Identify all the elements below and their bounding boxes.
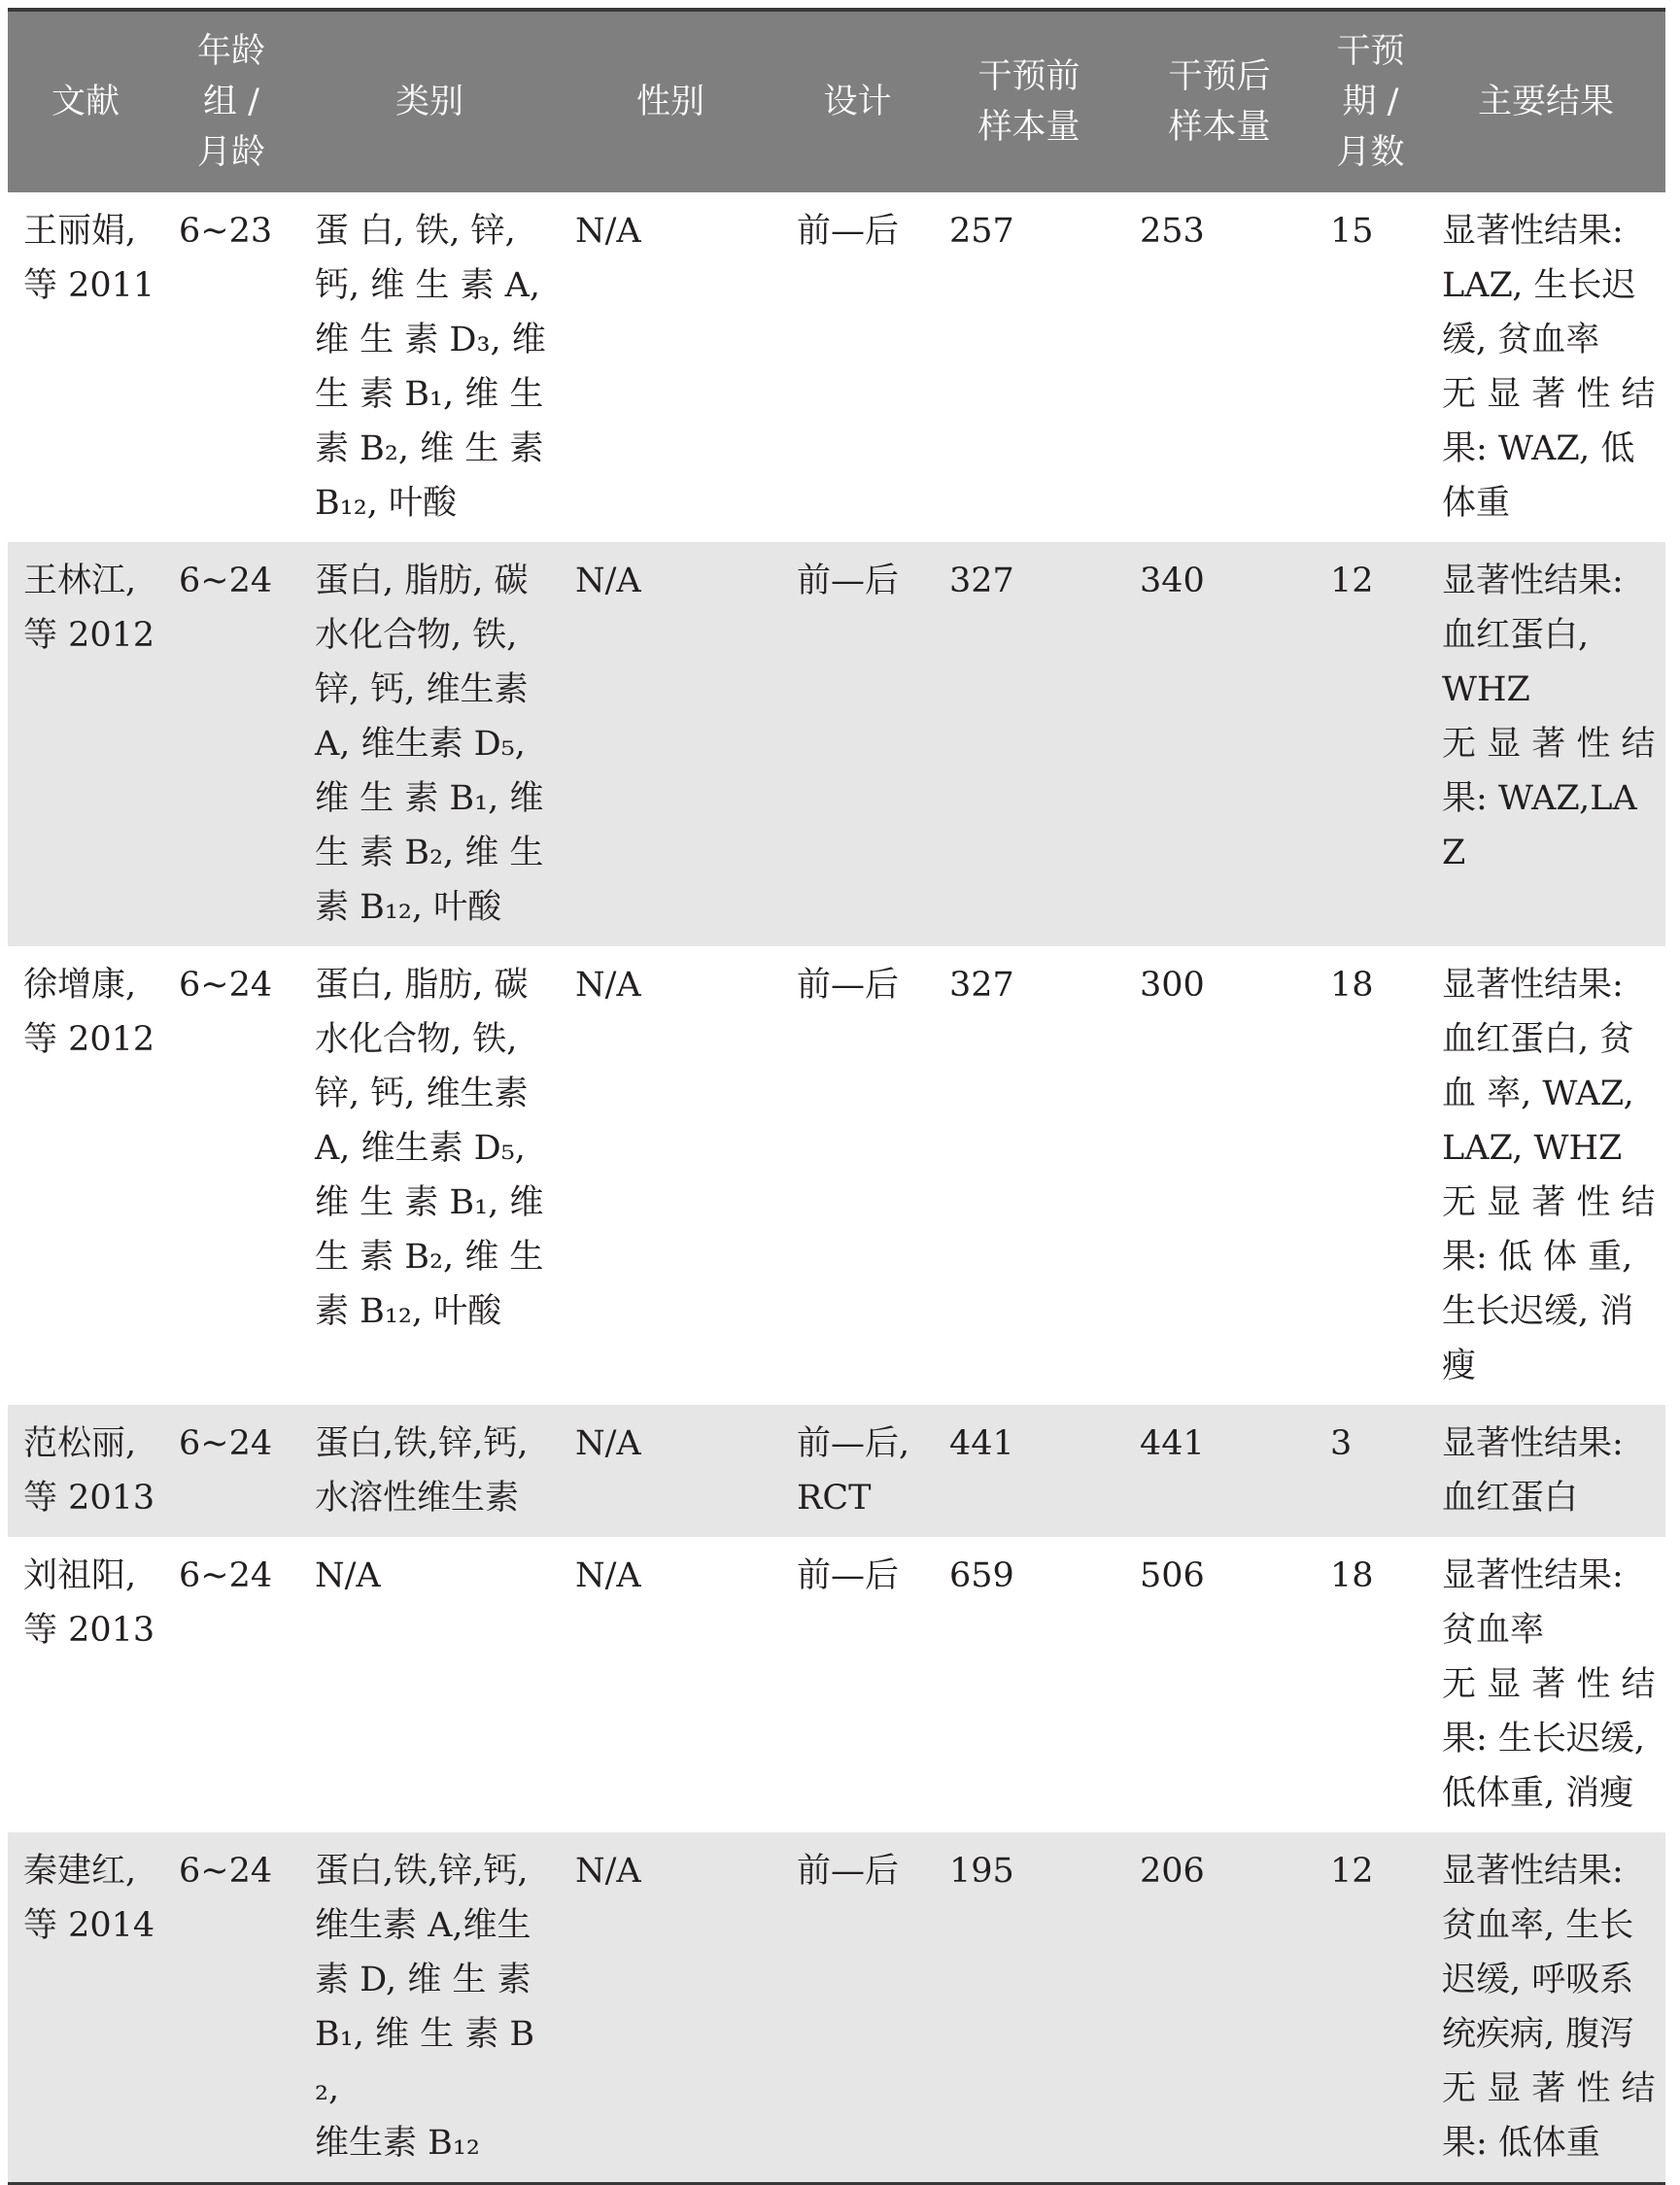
header-age-group: 年龄 组 / 月龄	[196, 32, 265, 172]
header-design: 设计	[823, 83, 892, 121]
cell-post-sample-size: 206	[1140, 1852, 1205, 1891]
cell-sex: N/A	[575, 1556, 641, 1595]
table-row	[8, 1832, 1665, 2184]
cell-main-results: 显著性结果: LAZ, 生长迟 缓, 贫血率 无 显 著 性 结 果: WAZ, 低 体重	[1442, 212, 1656, 523]
cell-post-sample-size: 506	[1140, 1556, 1205, 1595]
cell-age-group: 6~24	[179, 1556, 273, 1595]
cell-design: 前—后	[797, 1556, 900, 1595]
cell-main-results: 显著性结果: 血红蛋白	[1442, 1424, 1624, 1518]
header-reference: 文献	[51, 83, 120, 121]
header-intervention-period: 干预 期 / 月数	[1336, 32, 1405, 172]
cell-reference: 王林江, 等 2012	[23, 562, 155, 655]
header-post-sample-size: 干预后 样本量	[1168, 57, 1271, 147]
header-main-results: 主要结果	[1477, 83, 1614, 121]
cell-age-group: 6~23	[179, 212, 273, 251]
table-row	[8, 1405, 1665, 1537]
cell-sex: N/A	[575, 966, 641, 1005]
cell-sex: N/A	[575, 1424, 641, 1463]
cell-sex: N/A	[575, 1852, 641, 1891]
cell-reference: 秦建红, 等 2014	[23, 1852, 155, 1945]
cell-intervention-period: 3	[1330, 1424, 1353, 1463]
cell-post-sample-size: 441	[1140, 1424, 1205, 1463]
cell-pre-sample-size: 195	[949, 1852, 1014, 1891]
cell-main-results: 显著性结果: 贫血率 无 显 著 性 结 果: 生长迟缓, 低体重, 消瘦	[1442, 1556, 1656, 1813]
cell-reference: 徐增康, 等 2012	[23, 966, 155, 1059]
cell-category: N/A	[315, 1556, 381, 1595]
cell-pre-sample-size: 327	[949, 562, 1014, 600]
cell-design: 前—后	[797, 562, 900, 600]
cell-pre-sample-size: 659	[949, 1556, 1014, 1595]
cell-age-group: 6~24	[179, 966, 273, 1005]
cell-intervention-period: 12	[1330, 1852, 1374, 1891]
table-row	[8, 192, 1665, 542]
cell-category: 蛋白, 脂肪, 碳 水化合物, 铁, 锌, 钙, 维生素 A, 维生素 D₅, 维 生 素 B₁, 维 生 素 B₂, 维 生 素 B₁₂, 叶酸	[315, 966, 544, 1331]
cell-pre-sample-size: 257	[949, 212, 1014, 251]
cell-main-results: 显著性结果: 血红蛋白, WHZ 无 显 著 性 结 果: WAZ,LAZ	[1442, 562, 1656, 872]
cell-sex: N/A	[575, 212, 641, 251]
cell-age-group: 6~24	[179, 562, 273, 600]
table-row	[8, 1537, 1665, 1832]
cell-main-results: 显著性结果: 血红蛋白, 贫 血 率, WAZ, LAZ, WHZ 无 显 著 性 结 果: 低 体 重, 生长迟缓, 消 瘦	[1442, 966, 1656, 1385]
cell-reference: 范松丽, 等 2013	[23, 1424, 155, 1518]
cell-reference: 刘祖阳, 等 2013	[23, 1556, 155, 1650]
cell-intervention-period: 18	[1330, 1556, 1374, 1595]
cell-category: 蛋白,铁,锌,钙, 水溶性维生素	[315, 1424, 529, 1518]
header-category: 类别	[394, 83, 463, 121]
cell-pre-sample-size: 441	[949, 1424, 1014, 1463]
cell-design: 前—后, RCT	[797, 1424, 910, 1518]
cell-category: 蛋白, 脂肪, 碳 水化合物, 铁, 锌, 钙, 维生素 A, 维生素 D₅, 维 生 素 B₁, 维 生 素 B₂, 维 生 素 B₁₂, 叶酸	[315, 562, 544, 927]
cell-intervention-period: 18	[1330, 966, 1374, 1005]
table-row	[8, 946, 1665, 1405]
cell-intervention-period: 15	[1330, 212, 1374, 251]
cell-post-sample-size: 300	[1140, 966, 1205, 1005]
header-sex: 性别	[635, 83, 704, 121]
cell-category: 蛋白,铁,锌,钙, 维生素 A,维生 素 D, 维 生 素 B₁, 维 生 素 B₂, 维生素 B₁₂	[315, 1852, 535, 2163]
cell-age-group: 6~24	[179, 1852, 273, 1891]
cell-design: 前—后	[797, 212, 900, 251]
cell-pre-sample-size: 327	[949, 966, 1014, 1005]
intervention-studies-table	[8, 8, 1665, 2185]
header-pre-sample-size: 干预前 样本量	[977, 57, 1080, 147]
cell-main-results: 显著性结果: 贫血率, 生长 迟缓, 呼吸系 统疾病, 腹泻 无 显 著 性 结 果: 低体重	[1442, 1852, 1656, 2163]
cell-category: 蛋 白, 铁, 锌, 钙, 维 生 素 A, 维 生 素 D₃, 维 生 素 B₁, 维 生 素 B₂, 维 生 素 B₁₂, 叶酸	[315, 212, 546, 523]
cell-sex: N/A	[575, 562, 641, 600]
table-row	[8, 542, 1665, 946]
table-header-row	[8, 10, 1665, 192]
cell-intervention-period: 12	[1330, 562, 1374, 600]
cell-design: 前—后	[797, 1852, 900, 1891]
cell-post-sample-size: 253	[1140, 212, 1205, 251]
cell-post-sample-size: 340	[1140, 562, 1205, 600]
cell-age-group: 6~24	[179, 1424, 273, 1463]
cell-design: 前—后	[797, 966, 900, 1005]
cell-reference: 王丽娟, 等 2011	[23, 212, 155, 305]
